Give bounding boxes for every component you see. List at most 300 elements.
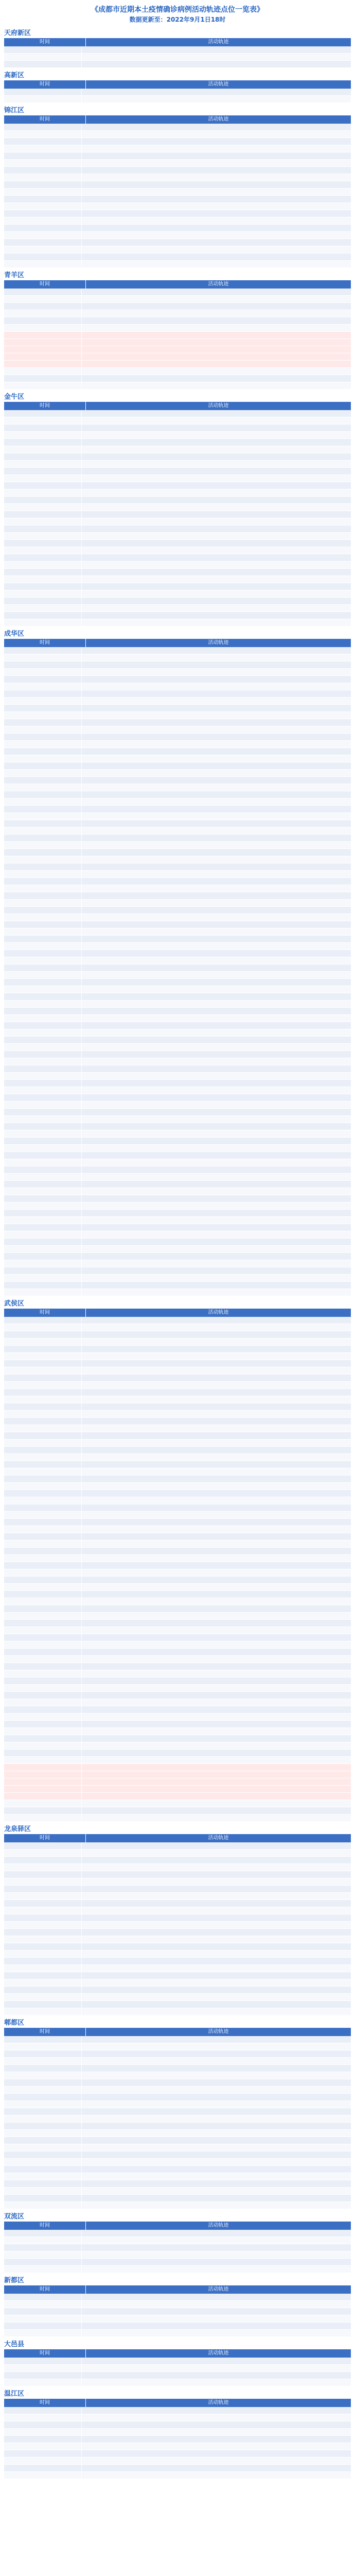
time-cell	[4, 1929, 82, 1936]
track-cell	[82, 806, 351, 812]
time-cell	[4, 368, 82, 375]
time-cell	[4, 892, 82, 899]
table-row	[4, 1418, 351, 1425]
district-table-body	[4, 1842, 351, 2015]
time-cell	[4, 734, 82, 740]
table-row	[4, 1533, 351, 1540]
time-cell	[4, 174, 82, 181]
track-cell	[82, 1439, 351, 1446]
time-cell	[4, 1029, 82, 1036]
time-cell	[4, 1022, 82, 1029]
table-row	[4, 1181, 351, 1188]
district-table-body	[4, 289, 351, 389]
track-cell	[82, 605, 351, 612]
track-cell	[82, 332, 351, 338]
table-row	[4, 2008, 351, 2015]
table-row	[4, 1145, 351, 1152]
time-cell	[4, 203, 82, 210]
table-row	[4, 914, 351, 921]
track-cell	[82, 914, 351, 921]
track-cell	[82, 547, 351, 554]
track-cell	[82, 1253, 351, 1260]
time-cell	[4, 719, 82, 726]
time-cell	[4, 1742, 82, 1749]
table-row	[4, 993, 351, 1001]
time-cell	[4, 310, 82, 317]
district-table-body	[4, 2036, 351, 2209]
table-row	[4, 741, 351, 748]
track-cell	[82, 1815, 351, 1821]
time-cell	[4, 1468, 82, 1475]
table-row	[4, 654, 351, 662]
track-cell	[82, 1512, 351, 1518]
track-cell	[82, 1389, 351, 1396]
time-cell	[4, 489, 82, 496]
table-row	[4, 1641, 351, 1649]
table-row	[4, 755, 351, 762]
track-cell	[82, 669, 351, 675]
track-cell	[82, 1289, 351, 1296]
district-section	[0, 1825, 355, 2015]
table-row	[4, 138, 351, 145]
table-row	[4, 554, 351, 562]
table-row	[4, 878, 351, 885]
table-row	[4, 526, 351, 533]
table-row	[4, 856, 351, 863]
track-cell	[82, 748, 351, 755]
time-cell	[4, 2421, 82, 2428]
time-cell	[4, 726, 82, 733]
time-cell	[4, 1620, 82, 1626]
time-cell	[4, 61, 82, 67]
track-column-header: 活动轨迹	[208, 2223, 229, 2228]
time-cell	[4, 2372, 82, 2379]
time-cell	[4, 2414, 82, 2421]
track-cell	[82, 54, 351, 60]
time-cell	[4, 1721, 82, 1727]
table-row	[4, 1360, 351, 1367]
table-row	[4, 1878, 351, 1886]
track-cell	[82, 2407, 351, 2414]
track-cell	[82, 1353, 351, 1360]
table-row	[4, 1022, 351, 1029]
table-row	[4, 1425, 351, 1432]
time-column-header: 时间	[4, 402, 86, 410]
time-cell	[4, 346, 82, 353]
time-column-header: 时间	[4, 2222, 86, 2230]
track-cell	[82, 1202, 351, 1209]
district-name: 郫都区	[4, 2019, 25, 2027]
time-cell	[4, 612, 82, 619]
track-cell	[82, 762, 351, 769]
track-cell	[82, 1757, 351, 1764]
table-row-highlighted	[4, 353, 351, 361]
track-cell	[82, 698, 351, 704]
track-cell	[82, 2151, 351, 2158]
time-cell	[4, 2294, 82, 2300]
time-cell	[4, 325, 82, 331]
time-cell	[4, 1490, 82, 1497]
time-cell	[4, 1634, 82, 1641]
time-cell	[4, 1871, 82, 1878]
time-column-header: 时间	[4, 1309, 86, 1317]
time-cell	[4, 2072, 82, 2079]
table-row	[4, 1367, 351, 1375]
time-cell	[4, 1389, 82, 1396]
time-cell	[4, 2202, 82, 2209]
time-cell	[4, 1461, 82, 1468]
district-table-body	[4, 1317, 351, 1822]
time-cell	[4, 1217, 82, 1224]
district-table-header	[4, 38, 351, 46]
table-row	[4, 2094, 351, 2101]
time-cell	[4, 1569, 82, 1576]
district-table-header	[4, 280, 351, 289]
track-cell	[82, 46, 351, 53]
table-row	[4, 446, 351, 453]
time-cell	[4, 1519, 82, 1526]
table-row-highlighted	[4, 346, 351, 353]
time-cell	[4, 1246, 82, 1252]
time-cell	[4, 152, 82, 159]
time-cell	[4, 533, 82, 539]
time-cell	[4, 1577, 82, 1583]
table-row	[4, 950, 351, 957]
time-cell	[4, 303, 82, 310]
track-cell	[82, 160, 351, 166]
table-row	[4, 1842, 351, 1850]
track-cell	[82, 1224, 351, 1231]
track-column-header: 活动轨迹	[208, 640, 229, 646]
time-cell	[4, 2058, 82, 2064]
table-row	[4, 61, 351, 68]
track-cell	[82, 446, 351, 453]
track-cell	[82, 1677, 351, 1684]
time-cell	[4, 690, 82, 697]
time-cell	[4, 1188, 82, 1195]
time-cell	[4, 2436, 82, 2443]
table-row	[4, 1130, 351, 1138]
table-row	[4, 540, 351, 547]
track-cell	[82, 1324, 351, 1331]
table-row	[4, 1051, 351, 1058]
track-cell	[82, 1699, 351, 1706]
table-row	[4, 605, 351, 612]
district-section	[0, 2340, 355, 2386]
table-row	[4, 1346, 351, 1353]
time-column-header: 时间	[4, 1834, 86, 1842]
table-row	[4, 1275, 351, 1282]
table-row	[4, 417, 351, 425]
track-cell	[82, 2323, 351, 2329]
time-cell	[4, 662, 82, 668]
track-cell	[82, 261, 351, 267]
table-row	[4, 2180, 351, 2188]
track-cell	[82, 1886, 351, 1892]
table-row	[4, 261, 351, 268]
table-row	[4, 152, 351, 160]
time-cell	[4, 1670, 82, 1677]
track-cell	[82, 382, 351, 389]
table-row	[4, 1188, 351, 1195]
table-row	[4, 2372, 351, 2379]
track-cell	[82, 1620, 351, 1626]
time-cell	[4, 1138, 82, 1144]
track-cell	[82, 540, 351, 547]
district-name: 天府新区	[4, 29, 31, 37]
district-list	[0, 29, 355, 2479]
table-row	[4, 2379, 351, 2386]
table-row	[4, 225, 351, 232]
table-row	[4, 174, 351, 181]
table-row	[4, 1584, 351, 1591]
time-cell	[4, 605, 82, 612]
track-cell	[82, 61, 351, 67]
table-row-highlighted	[4, 1793, 351, 1800]
district-table-body	[4, 410, 351, 626]
time-cell	[4, 511, 82, 518]
time-cell	[4, 1497, 82, 1504]
track-cell	[82, 1728, 351, 1735]
track-cell	[82, 799, 351, 805]
track-cell	[82, 1987, 351, 1993]
district-section	[0, 630, 355, 1296]
track-cell	[82, 576, 351, 583]
table-row	[4, 748, 351, 755]
time-cell	[4, 225, 82, 231]
table-row	[4, 1396, 351, 1403]
time-cell	[4, 979, 82, 986]
track-cell	[82, 972, 351, 978]
time-cell	[4, 2079, 82, 2086]
table-row	[4, 1656, 351, 1663]
track-cell	[82, 813, 351, 820]
time-cell	[4, 167, 82, 174]
table-row-highlighted	[4, 1771, 351, 1778]
time-cell	[4, 1605, 82, 1612]
time-cell	[4, 2108, 82, 2115]
track-cell	[82, 2465, 351, 2471]
time-cell	[4, 849, 82, 856]
track-cell	[82, 1195, 351, 1202]
track-cell	[82, 662, 351, 668]
time-cell	[4, 2472, 82, 2479]
track-cell	[82, 979, 351, 986]
table-row	[4, 253, 351, 261]
track-cell	[82, 654, 351, 661]
track-cell	[82, 203, 351, 210]
track-cell	[82, 1346, 351, 1352]
time-cell	[4, 1979, 82, 1986]
table-row	[4, 2043, 351, 2050]
time-cell	[4, 1396, 82, 1403]
track-cell	[82, 1418, 351, 1425]
track-cell	[82, 310, 351, 317]
time-cell	[4, 145, 82, 152]
table-row	[4, 2436, 351, 2443]
track-cell	[82, 957, 351, 964]
track-cell	[82, 907, 351, 913]
track-cell	[82, 1750, 351, 1756]
district-table-body	[4, 647, 351, 1296]
table-row	[4, 1087, 351, 1094]
table-row	[4, 762, 351, 770]
time-cell	[4, 1195, 82, 1202]
table-row	[4, 1101, 351, 1109]
time-cell	[4, 196, 82, 202]
time-cell	[4, 1914, 82, 1921]
track-cell	[82, 777, 351, 784]
table-row	[4, 784, 351, 791]
track-cell	[82, 1001, 351, 1007]
time-cell	[4, 950, 82, 957]
track-cell	[82, 1037, 351, 1043]
track-cell	[82, 410, 351, 417]
table-row	[4, 1080, 351, 1087]
table-row	[4, 1389, 351, 1396]
table-row	[4, 2130, 351, 2137]
time-cell	[4, 964, 82, 971]
track-cell	[82, 210, 351, 217]
table-row	[4, 1239, 351, 1246]
district-section	[0, 2276, 355, 2337]
track-cell	[82, 719, 351, 726]
table-row	[4, 1943, 351, 1951]
track-cell	[82, 2094, 351, 2100]
table-row	[4, 1598, 351, 1605]
table-row	[4, 497, 351, 504]
track-cell	[82, 1130, 351, 1137]
district-table-header	[4, 402, 351, 410]
table-row	[4, 432, 351, 439]
track-cell	[82, 1641, 351, 1648]
table-row	[4, 1324, 351, 1331]
track-cell	[82, 131, 351, 138]
track-cell	[82, 1123, 351, 1130]
track-cell	[82, 856, 351, 863]
track-cell	[82, 2230, 351, 2236]
time-cell	[4, 590, 82, 597]
time-cell	[4, 332, 82, 338]
time-cell	[4, 1786, 82, 1792]
time-cell	[4, 1815, 82, 1821]
time-cell	[4, 160, 82, 166]
time-cell	[4, 827, 82, 834]
time-cell	[4, 791, 82, 798]
track-cell	[82, 1497, 351, 1504]
track-cell	[82, 1721, 351, 1727]
table-row	[4, 676, 351, 683]
track-cell	[82, 468, 351, 474]
track-cell	[82, 1584, 351, 1590]
track-cell	[82, 1008, 351, 1014]
table-row	[4, 1073, 351, 1080]
table-row	[4, 124, 351, 131]
time-cell	[4, 1109, 82, 1115]
district-name: 金牛区	[4, 393, 25, 401]
table-row	[4, 1490, 351, 1497]
table-row	[4, 2443, 351, 2450]
table-row	[4, 2472, 351, 2479]
track-cell	[82, 1958, 351, 1964]
track-cell	[82, 353, 351, 360]
track-cell	[82, 770, 351, 776]
time-cell	[4, 1231, 82, 1238]
time-cell	[4, 1936, 82, 1943]
track-cell	[82, 1994, 351, 2001]
time-cell	[4, 2195, 82, 2201]
table-row	[4, 619, 351, 626]
table-row	[4, 1403, 351, 1411]
time-cell	[4, 2050, 82, 2057]
table-row	[4, 2188, 351, 2195]
table-row	[4, 662, 351, 669]
time-cell	[4, 1548, 82, 1554]
table-row	[4, 1152, 351, 1159]
track-cell	[82, 993, 351, 1000]
time-cell	[4, 124, 82, 130]
track-cell	[82, 690, 351, 697]
time-cell	[4, 1540, 82, 1547]
track-cell	[82, 518, 351, 525]
track-cell	[82, 453, 351, 460]
track-cell	[82, 2294, 351, 2300]
track-cell	[82, 842, 351, 849]
track-cell	[82, 489, 351, 496]
track-cell	[82, 827, 351, 834]
track-cell	[82, 1965, 351, 1972]
time-cell	[4, 1331, 82, 1338]
table-row	[4, 1202, 351, 1210]
table-row	[4, 705, 351, 712]
time-cell	[4, 986, 82, 993]
table-row	[4, 2079, 351, 2087]
table-row	[4, 1914, 351, 1922]
table-row	[4, 303, 351, 310]
table-row	[4, 726, 351, 734]
table-row	[4, 1123, 351, 1130]
time-cell	[4, 1878, 82, 1885]
table-row	[4, 2315, 351, 2323]
time-cell	[4, 1253, 82, 1260]
track-column-header: 活动轨迹	[208, 281, 229, 287]
table-row	[4, 533, 351, 540]
table-row	[4, 1138, 351, 1145]
time-cell	[4, 2315, 82, 2322]
track-cell	[82, 232, 351, 239]
table-row	[4, 1591, 351, 1598]
table-row	[4, 1972, 351, 1979]
table-row	[4, 2358, 351, 2365]
track-column-header: 活动轨迹	[208, 2400, 229, 2405]
track-cell	[82, 1382, 351, 1388]
track-cell	[82, 1972, 351, 1979]
time-cell	[4, 777, 82, 784]
track-cell	[82, 1044, 351, 1050]
time-cell	[4, 2458, 82, 2464]
track-cell	[82, 1714, 351, 1720]
table-row	[4, 1331, 351, 1338]
table-row	[4, 712, 351, 719]
table-row	[4, 2108, 351, 2115]
table-row	[4, 89, 351, 96]
track-cell	[82, 1577, 351, 1583]
table-row	[4, 382, 351, 389]
track-cell	[82, 1188, 351, 1195]
time-cell	[4, 2379, 82, 2386]
track-cell	[82, 2372, 351, 2379]
time-cell	[4, 2173, 82, 2180]
